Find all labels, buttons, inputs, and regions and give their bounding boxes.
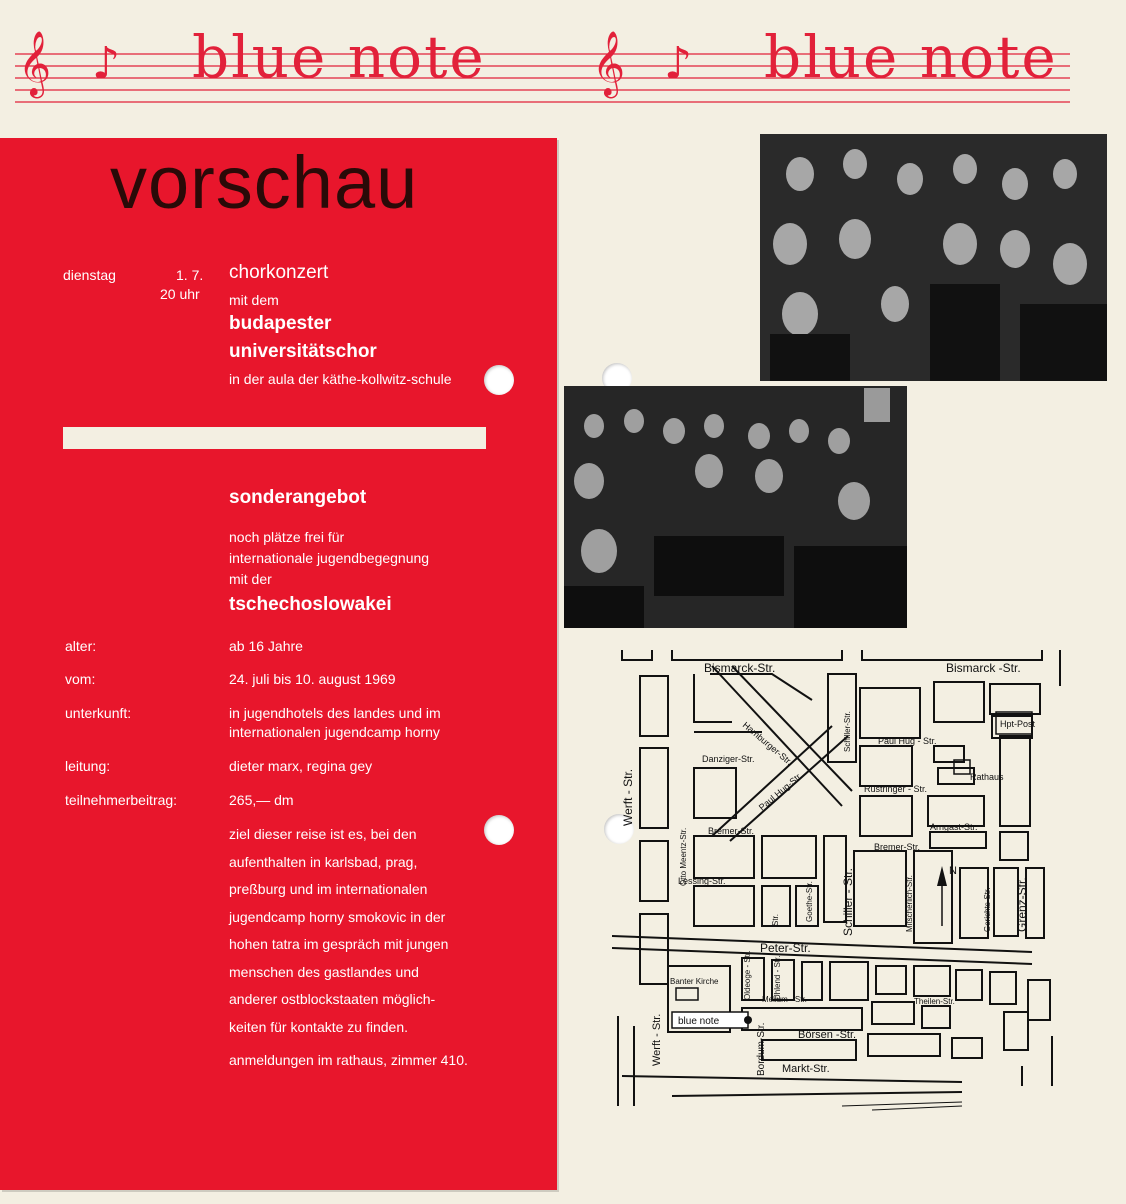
street-label: Werft - Str. [651, 1013, 663, 1066]
brand-logo-right: blue note [764, 23, 1058, 91]
detail-value-dates: 24. juli bis 10. august 1969 [229, 671, 396, 687]
event-time: 20 uhr [160, 286, 200, 302]
event-name: chorkonzert [229, 262, 329, 283]
street-label: Schiller-Str. [843, 711, 852, 752]
detail-label-lead: leitung: [65, 758, 111, 774]
trip-description-line: hohen tatra im gespräch mit jungen [229, 936, 449, 952]
panel-title: vorschau [110, 141, 419, 224]
map-label-post: Hpt-Post [1000, 719, 1036, 729]
street-label: Bismarck -Str. [946, 661, 1021, 675]
event-date: 1. 7. [176, 267, 204, 283]
detail-value-lodging: in jugendhotels des landes und im [229, 705, 441, 721]
street-label: Mellum - Str. [762, 995, 807, 1004]
street-label: Peter-Str. [760, 941, 811, 955]
trip-description-line: keiten für kontakte zu finden. [229, 1018, 408, 1035]
trip-description-line: menschen des gastlandes und [229, 963, 419, 980]
eighth-note-icon: ♪ [664, 38, 693, 89]
detail-label-fee: teilnehmerbeitrag: [65, 792, 178, 808]
offer-line2: internationale jugendbegegnung [229, 550, 430, 566]
event-with: mit dem [229, 292, 279, 308]
trip-description [229, 821, 529, 1041]
detail-label-lodging: unterkunft: [65, 705, 132, 721]
street-label: Grenz-Str. [1015, 877, 1029, 932]
street-label: Bremer-Str. [708, 826, 755, 836]
trip-description-line: anderer ostblockstaaten möglich- [229, 991, 436, 1007]
offer-country: tschechoslowakei [229, 594, 392, 615]
punch-hole [484, 365, 514, 395]
street-label: Markt-Str. [782, 1063, 830, 1075]
street-label: Uhlend - Str. [773, 955, 782, 1000]
treble-clef-icon: 𝄞 [592, 31, 626, 96]
detail-value-lodging-2: internationalen jugendcamp horny [229, 724, 440, 740]
event-day: dienstag [63, 267, 116, 283]
street-label: Otto Meentz-Str. [679, 827, 688, 886]
treble-clef-icon: 𝄞 [18, 31, 52, 96]
offer-line1: noch plätze frei für [229, 529, 345, 545]
offer-heading: sonderangebot [229, 487, 367, 508]
divider-bar [63, 427, 486, 449]
trip-description-line: jugendcamp horny smokovic in der [229, 908, 446, 925]
street-label: Arngast-Str. [930, 822, 978, 832]
street-label: Bismarck-Str. [704, 661, 776, 675]
detail-label-dates: vom: [65, 671, 96, 687]
detail-value-age: ab 16 Jahre [229, 638, 303, 654]
eighth-note-icon: ♪ [92, 38, 121, 89]
street-label: Paul Hug - Str. [878, 736, 937, 746]
map-label-rathaus: Rathaus [970, 772, 1004, 782]
street-label: Lessing-Str. [678, 876, 726, 886]
street-label: Rüstringer - Str. [864, 784, 928, 794]
photo-audience-1 [760, 134, 1107, 381]
street-label: Mitscherlich-Str. [905, 875, 914, 932]
street-label: Bordum-Str. [756, 1022, 767, 1076]
brand-logo-left: blue note [192, 23, 486, 91]
map-label-church: Banter Kirche [670, 977, 719, 986]
street-map [612, 636, 1078, 1116]
street-label: Goethe-Str. [805, 881, 814, 922]
trip-description-line: aufenthalten in karlsbad, prag, [229, 853, 418, 870]
preview-panel [0, 138, 557, 1190]
street-label: Börsen -Str. [798, 1029, 857, 1041]
photo-audience-2 [564, 386, 907, 628]
street-label: Oldeoge - Str. [743, 950, 752, 1000]
street-label: Danziger-Str. [702, 754, 755, 764]
registration-note: anmeldungen im rathaus, zimmer 410. [229, 1052, 468, 1068]
street-label: Paul Hug-Str. [756, 770, 805, 813]
street-label: Theilen-Str. [914, 997, 955, 1006]
street-label: Gerichts-Str. [983, 887, 992, 932]
street-label: Bremer-Str. [874, 842, 921, 852]
event-venue: in der aula der käthe-kollwitz-schule [229, 371, 452, 387]
punch-hole [484, 815, 514, 845]
offer-line3: mit der [229, 571, 272, 587]
street-label: Hamburger-Str. [740, 719, 795, 768]
street-label: Str. [771, 913, 780, 926]
trip-description-line: ziel dieser reise ist es, bei den [229, 826, 417, 842]
event-ensemble-line2: universitätschor [229, 341, 377, 362]
detail-label-age: alter: [65, 638, 97, 654]
street-label: Werft - Str. [621, 768, 635, 826]
trip-description-line: preßburg und im internationalen [229, 881, 428, 897]
north-label: N [949, 865, 957, 877]
detail-value-lead: dieter marx, regina gey [229, 758, 373, 774]
event-ensemble-line1: budapester [229, 313, 332, 334]
street-label: Schiller - Str. [841, 867, 855, 936]
detail-value-fee: 265,— dm [229, 792, 294, 808]
map-label-blue-note: blue note [678, 1016, 720, 1027]
